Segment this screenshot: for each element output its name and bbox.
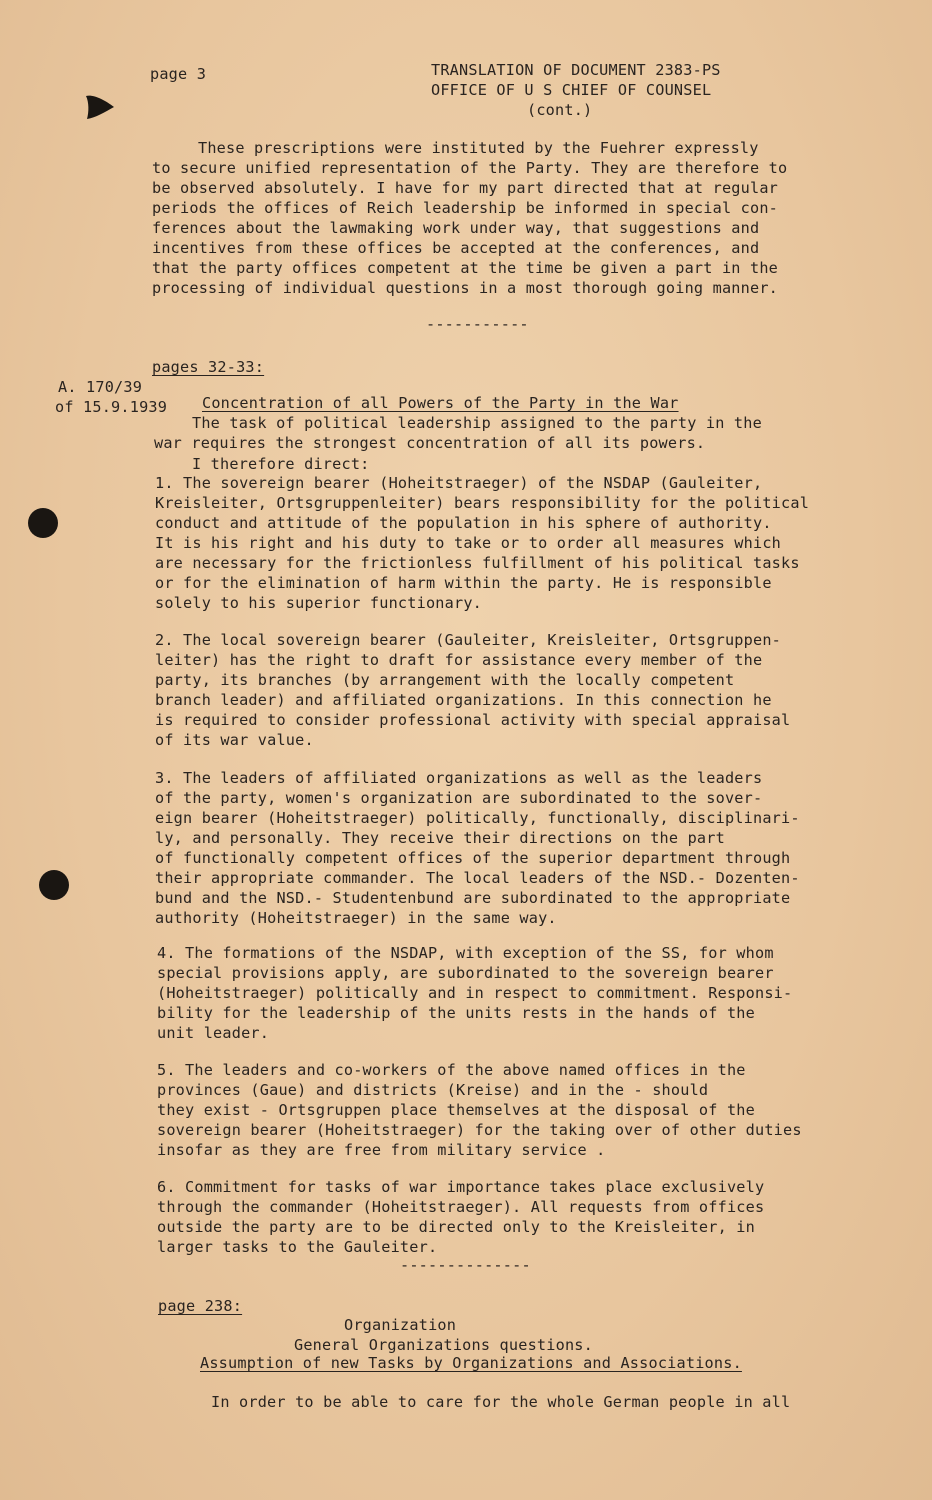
text-line: 4. The formations of the NSDAP, with exception of the SS, for whom: [157, 944, 774, 962]
text-line: that the party offices competent at the time be given a part in the: [152, 259, 779, 277]
text-line: leiter) has the right to draft for assistance every member of the: [155, 651, 763, 669]
text-line: bund and the NSD.- Studentenbund are subordinated to the appropriate: [155, 889, 791, 907]
text-line: or for the elimination of harm within the party. He is responsible: [155, 574, 772, 592]
text-line: Kreisleiter, Ortsgruppenleiter) bears responsibility for the political: [155, 494, 810, 512]
text-line: special provisions apply, are subordinated to the sovereign bearer: [157, 964, 774, 982]
text-line: It is his right and his duty to take or to order all measures which: [155, 534, 782, 552]
text-line: are necessary for the frictionless fulfillment of his political tasks: [155, 554, 800, 572]
text-line: ferences about the lawmaking work under way, that suggestions and: [152, 219, 760, 237]
arrow-marker-icon: [83, 92, 115, 122]
text-line: These prescriptions were instituted by the Fuehrer expressly: [198, 139, 759, 157]
text-line: 1. The sovereign bearer (Hoheitstraeger) of the NSDAP (Gauleiter,: [155, 474, 763, 492]
text-line: through the commander (Hoheitstraeger). All requests from offices: [157, 1198, 765, 1216]
text-line: periods the offices of Reich leadership be informed in special con-: [152, 199, 779, 217]
text-line: bility for the leadership of the units rests in the hands of the: [157, 1004, 755, 1022]
document-cont: (cont.): [527, 101, 593, 119]
punch-hole-icon: [39, 870, 69, 900]
reference-number: A. 170/39: [58, 378, 143, 396]
text-line: of functionally competent offices of the superior department through: [155, 849, 791, 867]
text-line: outside the party are to be directed only to the Kreisleiter, in: [157, 1218, 755, 1236]
text-line: conduct and attitude of the population in his sphere of authority.: [155, 514, 772, 532]
punch-hole-icon: [28, 508, 58, 538]
text-line: branch leader) and affiliated organizations. In this connection he: [155, 691, 772, 709]
text-line: incentives from these offices be accepted at the conferences, and: [152, 239, 760, 257]
text-line: is required to consider professional activity with special appraisal: [155, 711, 791, 729]
text-line: unit leader.: [157, 1024, 270, 1042]
text-line: 2. The local sovereign bearer (Gauleiter, Kreisleiter, Ortsgruppen-: [155, 631, 782, 649]
divider: -----------: [426, 315, 529, 333]
reference-date: of 15.9.1939: [55, 398, 168, 416]
text-line: of its war value.: [155, 731, 314, 749]
text-line: The task of political leadership assigned to the party in the: [192, 414, 762, 432]
divider: --------------: [400, 1256, 531, 1274]
text-line: their appropriate commander. The local leaders of the NSD.- Dozenten-: [155, 869, 800, 887]
text-line: insofar as they are free from military service .: [157, 1141, 606, 1159]
text-line: 3. The leaders of affiliated organizations as well as the leaders: [155, 769, 763, 787]
text-line: of the party, women's organization are subordinated to the sover-: [155, 789, 763, 807]
section-title: Concentration of all Powers of the Party in the War: [202, 394, 679, 412]
pages-heading: pages 32-33:: [152, 358, 265, 376]
text-line: authority (Hoheitstraeger) in the same way.: [155, 909, 557, 927]
text-line: they exist - Ortsgruppen place themselves at the disposal of the: [157, 1101, 755, 1119]
text-line: 6. Commitment for tasks of war importance takes place exclusively: [157, 1178, 765, 1196]
text-line: In order to be able to care for the whole German people in all: [211, 1393, 791, 1411]
text-line: party, its branches (by arrangement with the locally competent: [155, 671, 735, 689]
text-line: I therefore direct:: [192, 455, 370, 473]
document-office: OFFICE OF U S CHIEF OF COUNSEL: [431, 81, 712, 99]
text-line: larger tasks to the Gauleiter.: [157, 1238, 438, 1256]
text-line: eign bearer (Hoheitstraeger) politically, functionally, disciplinari-: [155, 809, 800, 827]
section-title: Assumption of new Tasks by Organizations and Associations.: [200, 1354, 742, 1372]
text-line: provinces (Gaue) and districts (Kreise) and in the - should: [157, 1081, 709, 1099]
text-line: ly, and personally. They receive their directions on the part: [155, 829, 725, 847]
text-line: 5. The leaders and co-workers of the above named offices in the: [157, 1061, 746, 1079]
document-title: TRANSLATION OF DOCUMENT 2383-PS: [431, 61, 721, 79]
text-line: (Hoheitstraeger) politically and in respect to commitment. Responsi-: [157, 984, 793, 1002]
text-line: to secure unified representation of the Party. They are therefore to: [152, 159, 788, 177]
text-line: processing of individual questions in a most thorough going manner.: [152, 279, 779, 297]
organization-heading: Organization: [344, 1316, 457, 1334]
page-heading: page 238:: [158, 1297, 243, 1315]
text-line: be observed absolutely. I have for my part directed that at regular: [152, 179, 779, 197]
page-label: page 3: [150, 65, 207, 83]
text-line: solely to his superior functionary.: [155, 594, 483, 612]
text-line: war requires the strongest concentration of all its powers.: [154, 434, 706, 452]
subheading: General Organizations questions.: [294, 1336, 593, 1354]
text-line: sovereign bearer (Hoheitstraeger) for the taking over of other duties: [157, 1121, 802, 1139]
